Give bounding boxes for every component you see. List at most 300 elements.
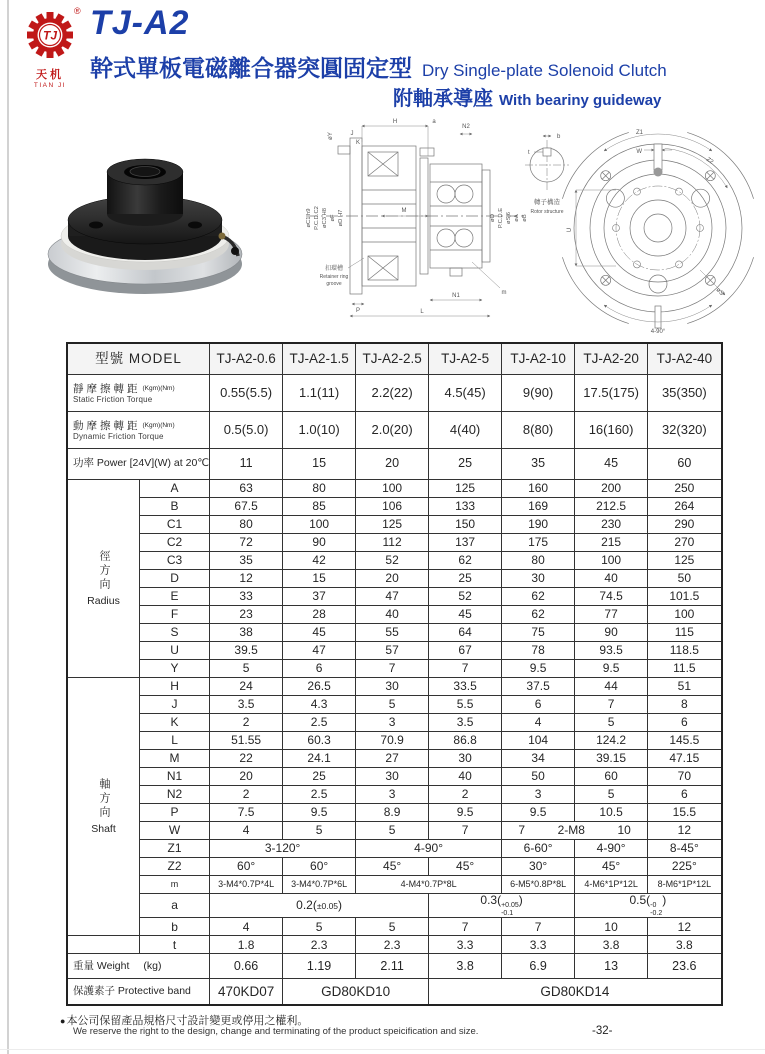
table-cell: 35(350): [648, 375, 722, 412]
table-cell: 51.55: [210, 732, 283, 750]
table-cell: 2.3: [283, 936, 356, 954]
table-cell: 2.11: [356, 954, 429, 979]
rotor-caption-zh: 轉子構造: [534, 199, 560, 206]
table-cell: 225°: [648, 858, 722, 876]
table-cell: 27: [356, 750, 429, 768]
table-cell: 20: [356, 570, 429, 588]
gear-logo-icon: [25, 10, 75, 60]
dim-letter-cell: C2: [140, 534, 210, 552]
footnote-english: We reserve the right to the design, change and terminating of the product speicification and size.: [73, 1026, 479, 1037]
table-cell: 104: [502, 732, 575, 750]
table-cell: 8-M6*1P*12L: [648, 876, 722, 894]
table-cell: 118.5: [648, 642, 722, 660]
dim-letter-cell: C3: [140, 552, 210, 570]
dim-label-P: P: [355, 308, 361, 314]
table-cell: 63: [210, 480, 283, 498]
table-cell: 26.5: [283, 678, 356, 696]
table-cell: 50: [502, 768, 575, 786]
table-cell: 3.8: [429, 954, 502, 979]
table-cell: 1.8: [210, 936, 283, 954]
table-cell: 5: [356, 822, 429, 840]
table-row: [67, 840, 722, 858]
table-cell: 22: [210, 750, 283, 768]
table-cell: 5: [283, 822, 356, 840]
table-cell: 4: [210, 918, 283, 936]
table-cell: 4-M4*0.7P*8L: [356, 876, 502, 894]
table-cell: 200: [575, 480, 648, 498]
dim-letter-cell: C1: [140, 516, 210, 534]
table-cell: 175: [502, 534, 575, 552]
dim-letter-cell: m: [140, 876, 210, 894]
group-empty-cell: [67, 936, 140, 954]
table-cell: 125: [648, 552, 722, 570]
page-title: TJ-A2: [90, 4, 190, 42]
table-cell: 40: [429, 768, 502, 786]
table-cell: 5: [575, 714, 648, 732]
table-cell: 33.5: [429, 678, 502, 696]
dim-label-PCDE: P.C.D.E: [498, 207, 504, 229]
table-cell: 7: [429, 822, 502, 840]
table-row: [67, 714, 722, 732]
table-row: [67, 498, 722, 516]
table-row: [67, 343, 722, 375]
table-cell: 30°: [502, 858, 575, 876]
table-cell: 16(160): [575, 412, 648, 449]
table-cell: 270: [648, 534, 722, 552]
dim-letter-cell: H: [140, 678, 210, 696]
front-dim-holes: 4-90°: [650, 329, 666, 335]
table-cell: 0.55(5.5): [210, 375, 283, 412]
table-cell: 6: [648, 786, 722, 804]
table-cell: 30: [356, 768, 429, 786]
table-cell: 6.9: [502, 954, 575, 979]
front-view-drawing: [556, 120, 762, 341]
dim-letter-cell: J: [140, 696, 210, 714]
table-cell: 4-90°: [356, 840, 502, 858]
table-cell: 75: [502, 624, 575, 642]
table-cell: 25: [283, 768, 356, 786]
product-photo: [38, 124, 253, 314]
table-cell: 2.5: [283, 714, 356, 732]
table-cell: 17.5(175): [575, 375, 648, 412]
table-row: [67, 678, 722, 696]
table-cell: 264: [648, 498, 722, 516]
table-cell: 85: [283, 498, 356, 516]
table-cell: 9.5: [502, 660, 575, 678]
table-cell: 47.15: [648, 750, 722, 768]
table-row: [67, 696, 722, 714]
table-cell: 80: [283, 480, 356, 498]
table-cell: 124.2: [575, 732, 648, 750]
torque-row-label: 靜摩擦轉距 (Kgm)(Nm) Static Friction Torque: [67, 375, 210, 412]
table-cell: 47: [356, 588, 429, 606]
table-row: [67, 588, 722, 606]
rotor-dim-t: t: [528, 150, 530, 156]
table-cell: 8-45°: [648, 840, 722, 858]
table-cell: 5.5: [429, 696, 502, 714]
table-cell: 80: [502, 552, 575, 570]
table-cell: 30: [502, 570, 575, 588]
table-cell: 112: [356, 534, 429, 552]
table-cell: 62: [502, 606, 575, 624]
table-cell: 45°: [429, 858, 502, 876]
dim-label-M: M: [401, 208, 407, 214]
table-cell: 125: [356, 516, 429, 534]
table-cell: 9.5: [283, 804, 356, 822]
table-cell: 8(80): [502, 412, 575, 449]
table-cell: 12: [648, 918, 722, 936]
table-cell: 190: [502, 516, 575, 534]
dim-label-m: m: [501, 290, 507, 296]
table-cell: 90: [283, 534, 356, 552]
table-row: [67, 552, 722, 570]
table-cell: 2.0(20): [356, 412, 429, 449]
table-cell: 13: [575, 954, 648, 979]
dim-letter-cell: Z2: [140, 858, 210, 876]
table-cell: 90: [575, 624, 648, 642]
table-cell: 47: [283, 642, 356, 660]
power-row-label: 功率 Power [24V](W) at 20℃: [67, 449, 210, 480]
table-cell: 9.5: [575, 660, 648, 678]
table-cell: 40: [356, 606, 429, 624]
table-cell: 11.5: [648, 660, 722, 678]
table-cell: 150: [429, 516, 502, 534]
table-cell: 6: [648, 714, 722, 732]
dim-label-oF: øF: [330, 214, 336, 222]
table-cell: 45: [575, 449, 648, 480]
table-cell: 80: [210, 516, 283, 534]
table-cell: 7: [502, 918, 575, 936]
table-cell: 0.3( +0.05 -0.1 ): [429, 894, 575, 918]
table-cell: 0.66: [210, 954, 283, 979]
table-cell: 23: [210, 606, 283, 624]
table-row: [67, 642, 722, 660]
table-cell: 6-M5*0.8P*8L: [502, 876, 575, 894]
table-cell: 60°: [283, 858, 356, 876]
subtitle-english: With beariny guideway: [499, 92, 662, 109]
table-cell: 52: [429, 588, 502, 606]
bullet-icon: ●: [60, 1016, 66, 1026]
table-cell: 3.3: [429, 936, 502, 954]
subtitle-chinese: 附軸承導座: [393, 88, 493, 110]
footnote-zh-text: 本公司保留產品規格尺寸設計變更或停用之權利。: [66, 1015, 309, 1027]
table-cell: 12: [210, 570, 283, 588]
dim-label-oO: øO: [490, 213, 496, 223]
table-row: [67, 876, 722, 894]
table-cell: 37.5: [502, 678, 575, 696]
table-cell: 0.5( -0 -0.2 ): [575, 894, 722, 918]
table-cell: 4: [210, 822, 283, 840]
table-cell: 32(320): [648, 412, 722, 449]
table-cell: 5: [210, 660, 283, 678]
dim-label-N2: N2: [462, 124, 470, 130]
dim-letter-cell: t: [140, 936, 210, 954]
table-row: [67, 480, 722, 498]
torque-row-label: 動摩擦轉距 (Kgm)(Nm) Dynamic Friction Torque: [67, 412, 210, 449]
table-cell: 2: [210, 786, 283, 804]
table-row: [67, 786, 722, 804]
model-column-header: TJ-A2-40: [648, 343, 722, 375]
dim-label-K: K: [355, 140, 361, 146]
dim-letter-cell: A: [140, 480, 210, 498]
table-cell: 3.5: [210, 696, 283, 714]
model-header-cell: 型號 MODEL: [67, 343, 210, 375]
section-drawing: [300, 112, 532, 329]
dim-letter-cell: Z1: [140, 840, 210, 858]
brand-logo: [24, 6, 81, 89]
front-dim-U: U: [567, 227, 573, 233]
table-cell: 42: [283, 552, 356, 570]
table-cell: 215: [575, 534, 648, 552]
table-row: [67, 660, 722, 678]
table-cell: 290: [648, 516, 722, 534]
protective-band-row-label: 保護素子 Protective band: [67, 979, 210, 1006]
table-cell: 2.2(22): [356, 375, 429, 412]
table-cell: 70.9: [356, 732, 429, 750]
table-cell: 20: [210, 768, 283, 786]
logo-monogram: TJ: [42, 28, 58, 43]
table-cell: 37: [283, 588, 356, 606]
table-cell: 7.5: [210, 804, 283, 822]
table-cell: 30: [429, 750, 502, 768]
table-cell: 137: [429, 534, 502, 552]
table-row: [67, 954, 722, 979]
table-cell: 212.5: [575, 498, 648, 516]
table-cell: 2.3: [356, 936, 429, 954]
rotor-dim-b: b: [557, 134, 561, 140]
table-cell: 57: [356, 642, 429, 660]
table-cell: 250: [648, 480, 722, 498]
dim-letter-cell: B: [140, 498, 210, 516]
table-cell: 100: [648, 606, 722, 624]
dimension-group-label: 軸方向 Shaft: [67, 678, 140, 936]
logo-zh-text: 天机: [36, 69, 64, 81]
table-row: [67, 822, 722, 840]
table-cell: 3.8: [648, 936, 722, 954]
table-cell: 6: [502, 696, 575, 714]
dim-label-L: L: [420, 309, 424, 315]
table-cell: 101.5: [648, 588, 722, 606]
table-cell: 15: [283, 570, 356, 588]
dim-label-PCDC2: P.C.D.C2: [314, 206, 320, 230]
table-cell: 11: [210, 449, 283, 480]
table-cell: 3.5: [429, 714, 502, 732]
table-row: [67, 858, 722, 876]
spec-table: [66, 342, 723, 1006]
table-cell: 3-120°: [210, 840, 356, 858]
table-cell: 39.15: [575, 750, 648, 768]
table-cell: 2.5: [283, 786, 356, 804]
dim-letter-cell: K: [140, 714, 210, 732]
dim-letter-cell: F: [140, 606, 210, 624]
table-cell: 10: [575, 918, 648, 936]
table-row: [67, 918, 722, 936]
front-dim-W: W: [636, 149, 642, 155]
table-cell: 45: [429, 606, 502, 624]
table-cell: 470KD07: [210, 979, 283, 1006]
table-cell: 5: [356, 696, 429, 714]
table-cell: 100: [283, 516, 356, 534]
dim-letter-cell: P: [140, 804, 210, 822]
model-column-header: TJ-A2-10: [502, 343, 575, 375]
table-cell: 86.8: [429, 732, 502, 750]
table-cell: 52: [356, 552, 429, 570]
table-cell: 10.5: [575, 804, 648, 822]
front-dim-S: øS: [714, 287, 725, 297]
model-column-header: TJ-A2-5: [429, 343, 502, 375]
retainer-note-en1: Retainer ring: [319, 274, 349, 280]
table-cell: 7: [356, 660, 429, 678]
dim-label-N1: N1: [452, 293, 460, 299]
dim-label-oD: øD H7: [338, 209, 344, 227]
dim-label-oC3: øC3 H8: [322, 208, 328, 228]
table-cell: 28: [283, 606, 356, 624]
product-subtitle: [393, 82, 661, 111]
table-row: [67, 412, 722, 449]
table-cell: 0.5(5.0): [210, 412, 283, 449]
table-row: [67, 606, 722, 624]
table-cell: 62: [429, 552, 502, 570]
logo-en-text: TIAN JI: [33, 82, 67, 89]
table-cell: 23.6: [648, 954, 722, 979]
dim-letter-cell: W: [140, 822, 210, 840]
dim-letter-cell: D: [140, 570, 210, 588]
table-cell: 4(40): [429, 412, 502, 449]
table-cell: 5: [575, 786, 648, 804]
model-column-header: TJ-A2-20: [575, 343, 648, 375]
table-cell: 67: [429, 642, 502, 660]
table-cell: 230: [575, 516, 648, 534]
table-cell: 6: [283, 660, 356, 678]
table-cell: 7 2-M8 10: [502, 822, 648, 840]
table-row: [67, 979, 722, 1006]
dim-letter-cell: S: [140, 624, 210, 642]
dim-letter-cell: L: [140, 732, 210, 750]
retainer-note-zh: 扣環槽: [324, 266, 344, 272]
dim-letter-cell: U: [140, 642, 210, 660]
table-cell: 133: [429, 498, 502, 516]
table-cell: 70: [648, 768, 722, 786]
table-cell: 60: [575, 768, 648, 786]
table-cell: 55: [356, 624, 429, 642]
scan-edge-bottom: [0, 1049, 765, 1050]
model-column-header: TJ-A2-1.5: [283, 343, 356, 375]
table-cell: 4: [502, 714, 575, 732]
table-row: [67, 516, 722, 534]
dimension-group-label: 徑方向 Radius: [67, 480, 140, 678]
dim-letter-cell: a: [140, 894, 210, 918]
table-cell: 64: [429, 624, 502, 642]
table-cell: 3.3: [502, 936, 575, 954]
table-cell: 3-M4*0.7P*6L: [283, 876, 356, 894]
figures-row: [0, 112, 765, 342]
table-cell: 77: [575, 606, 648, 624]
table-cell: 1.19: [283, 954, 356, 979]
table-cell: 8: [648, 696, 722, 714]
table-cell: 30: [356, 678, 429, 696]
dim-letter-cell: M: [140, 750, 210, 768]
dim-letter-cell: N1: [140, 768, 210, 786]
table-cell: GD80KD10: [283, 979, 429, 1006]
table-cell: 3-M4*0.7P*4L: [210, 876, 283, 894]
table-cell: 45°: [356, 858, 429, 876]
table-cell: 25: [429, 449, 502, 480]
table-cell: 125: [429, 480, 502, 498]
table-row: [67, 375, 722, 412]
table-cell: 67.5: [210, 498, 283, 516]
dim-label-H: H: [392, 119, 398, 125]
table-cell: 7: [575, 696, 648, 714]
table-cell: 7: [429, 918, 502, 936]
table-cell: 34: [502, 750, 575, 768]
table-cell: 12: [648, 822, 722, 840]
page-number: -32-: [592, 1025, 613, 1037]
table-row: [67, 449, 722, 480]
table-cell: 60: [648, 449, 722, 480]
table-cell: 9.5: [429, 804, 502, 822]
model-column-header: TJ-A2-2.5: [356, 343, 429, 375]
table-cell: 39.5: [210, 642, 283, 660]
table-cell: 44: [575, 678, 648, 696]
table-cell: 4-90°: [575, 840, 648, 858]
table-row: [67, 768, 722, 786]
table-cell: 60.3: [283, 732, 356, 750]
product-title: [90, 50, 667, 83]
dim-label-oC1: øC1 h9: [306, 208, 312, 228]
table-cell: 3: [502, 786, 575, 804]
table-cell: 24.1: [283, 750, 356, 768]
title-english: Dry Single-plate Solenoid Clutch: [422, 61, 667, 80]
table-cell: 169: [502, 498, 575, 516]
table-cell: 2: [429, 786, 502, 804]
front-dim-Z2: Z2: [704, 156, 715, 166]
table-cell: 62: [502, 588, 575, 606]
table-cell: 40: [575, 570, 648, 588]
front-dim-Z1: Z1: [636, 130, 644, 136]
table-row: [67, 732, 722, 750]
table-cell: 38: [210, 624, 283, 642]
table-cell: 9(90): [502, 375, 575, 412]
dim-letter-cell: b: [140, 918, 210, 936]
dim-label-oY: øY: [328, 132, 334, 140]
table-cell: 35: [502, 449, 575, 480]
table-row: [67, 936, 722, 954]
table-cell: 1.1(11): [283, 375, 356, 412]
table-cell: 145.5: [648, 732, 722, 750]
dim-label-J: J: [350, 131, 354, 137]
dim-letter-cell: N2: [140, 786, 210, 804]
table-cell: 160: [502, 480, 575, 498]
table-cell: 1.0(10): [283, 412, 356, 449]
dim-letter-cell: Y: [140, 660, 210, 678]
table-cell: 60°: [210, 858, 283, 876]
retainer-note-en2: groove: [326, 281, 342, 287]
table-cell: 3: [356, 786, 429, 804]
table-cell: 3: [356, 714, 429, 732]
table-row: [67, 804, 722, 822]
table-cell: 8.9: [356, 804, 429, 822]
table-cell: 50: [648, 570, 722, 588]
table-cell: 93.5: [575, 642, 648, 660]
table-cell: 3.8: [575, 936, 648, 954]
table-cell: 5: [356, 918, 429, 936]
table-cell: 72: [210, 534, 283, 552]
table-cell: 115: [648, 624, 722, 642]
dim-label-a: a: [432, 119, 436, 125]
dim-label-oSj6: øSj6: [506, 212, 512, 224]
weight-row-label: 重量 Weight (kg): [67, 954, 210, 979]
table-cell: 15: [283, 449, 356, 480]
